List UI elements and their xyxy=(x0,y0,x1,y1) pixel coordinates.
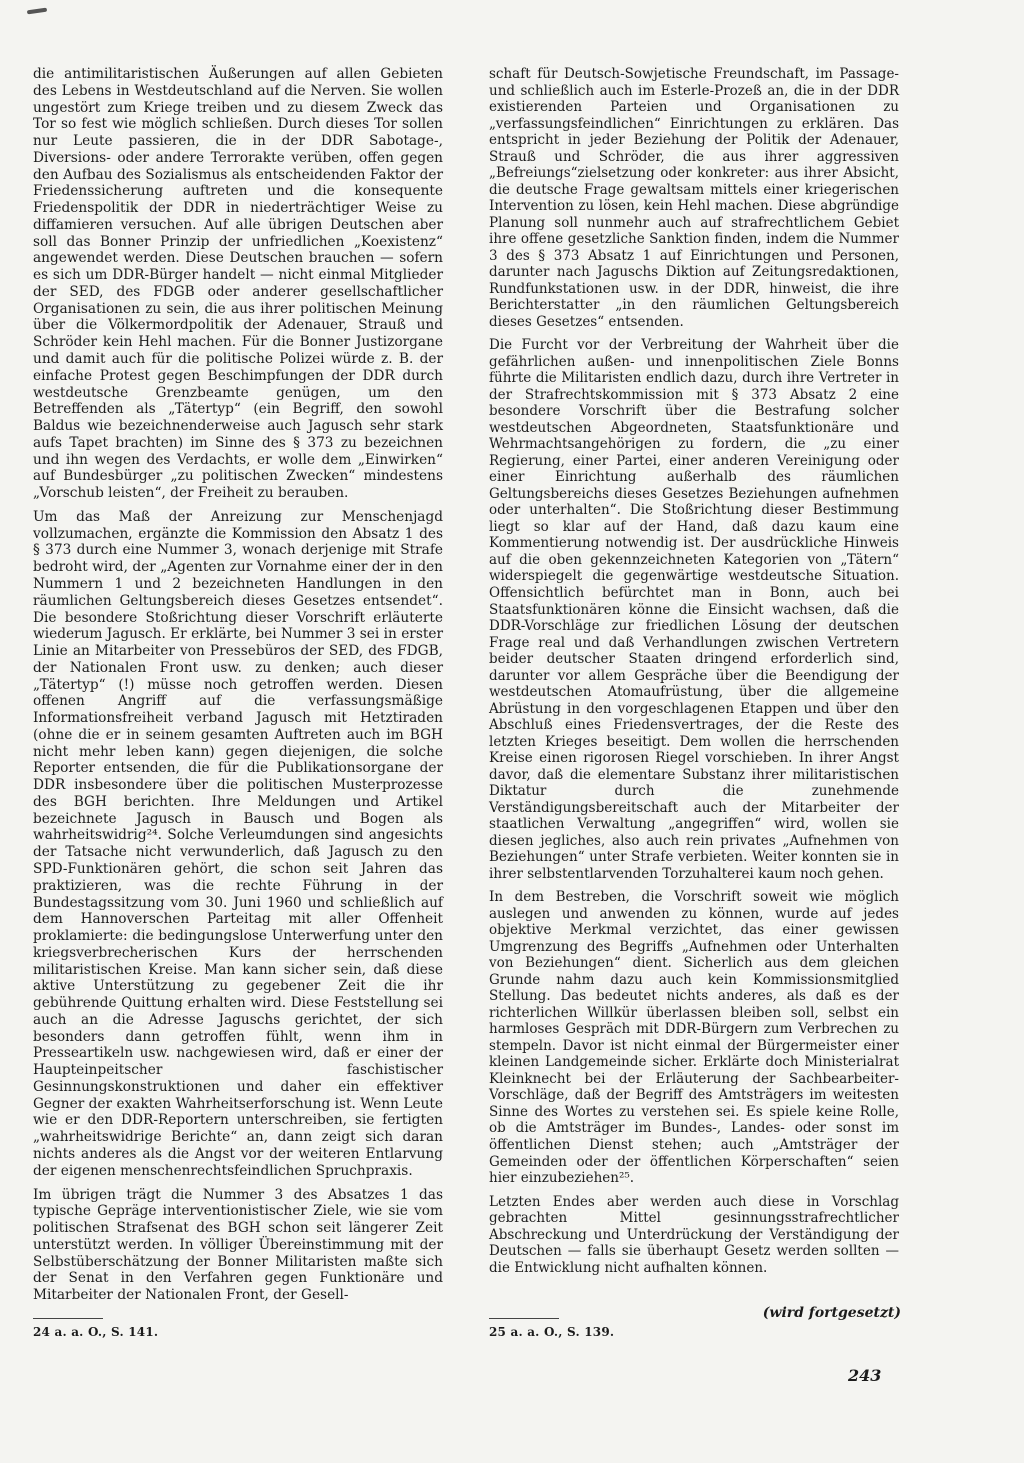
right-paragraph-2: Die Furcht vor der Verbreitung der Wahrheit über die gefährlichen außen- und innenpolitischen Ziele Bonns führte die Militaristen endlich dazu, durch ihre Vertreter in der Strafrechtskommission mit § 373 Absatz 2 eine besondere Vorschrift über die Bestrafung solcher westdeutschen Abgeordneten, Staatsfunktionäre und Wehrmachtsangehörigen zu fordern, die „zu einer Regierung, einer Partei, einer anderen Vereinigung oder einer Einrichtung außerhalb des räumlichen Geltungsbereichs dieses Gesetzes Beziehungen aufnehmen oder unterhalten“. Die Stoßrichtung dieser Bestimmung liegt so klar auf der Hand, daß dazu kaum eine Kommentierung notwendig ist. Der ausdrückliche Hinweis auf die oben gekennzeichneten Kategorien von „Tätern“ widerspiegelt die gegenwärtige westdeutsche Situation. Offensichtlich befürchtet man in Bonn, auch bei Staatsfunktionären könne die Einsicht wachsen, daß die DDR-Vorschläge zur friedlichen Lösung der deutschen Frage real und daß Verhandlungen zwischen Vertretern beider deutscher Staaten dringend erforderlich sind, darunter vor allem Gespräche über die Beendigung der westdeutschen Atomaufrüstung, über die allgemeine Abrüstung in den vorgeschlagenen Etappen und über den Abschluß eines Friedensvertrages, der die Reste des letzten Krieges beseitigt. Dem wollen die herrschenden Kreise einen rigorosen Riegel vorschieben. In ihrer Angst davor, daß die elementare Substanz ihrer militaristischen Diktatur durch die zunehmende Verständigungsbereitschaft auch der Mitarbeiter der staatlichen Verwaltung „angegriffen“ wird, wollen sie diesen jegliches, also auch rein privates „Aufnehmen von Beziehungen“ unter Strafe verbieten. Weiter konnten sie in ihrer selbstentlarvenden Torzuhalterei kaum noch gehen. xyxy=(489,337,899,882)
right-paragraph-3: In dem Bestreben, die Vorschrift soweit wie möglich auslegen und anwenden zu können, wurde auf jedes objektive Merkmal verzichtet, das einer gewissen Umgrenzung des Begriffs „Aufnehmen oder Unterhalten von Beziehungen“ dient. Sicherlich aus dem gleichen Grunde nahm dazu auch kein Kommissionsmitglied Stellung. Das bedeutet nichts anderes, als daß es der richterlichen Willkür überlassen bleiben soll, selbst ein harmloses Gespräch mit DDR-Bürgern zum Verbrechen zu stempeln. Davor ist nicht einmal der Bürgermeister einer kleinen Landgemeinde sicher. Erklärte doch Ministerialrat Kleinknecht bei der Erläuterung der Sachbearbeiter-Vorschläge, daß der Begriff des Amtsträgers im weitesten Sinne des Wortes zu verstehen sei. Es spiele keine Rolle, ob die Amtsträger im Bundes-, Landes- oder sonst im öffentlichen Dienst stehen; auch „Amtsträger der Gemeinden oder der öffentlichen Körperschaften“ seien hier einzubeziehen²⁵. xyxy=(489,889,899,1187)
left-paragraph-2: Um das Maß der Anreizung zur Menschenjagd vollzumachen, ergänzte die Kommission den Absatz 1 des § 373 durch eine Nummer 3, wonach derjenige mit Strafe bedroht wird, der „Agenten zur Vornahme einer der in den Nummern 1 und 2 bezeichneten Handlungen in den räumlichen Geltungsbereich dieses Gesetzes entsendet“. Die besondere Stoßrichtung dieser Vorschrift erläuterte wiederum Jagusch. Er erklärte, bei Nummer 3 sei in erster Linie an Mitarbeiter von Pressebüros der SED, des FDGB, der Nationalen Front usw. zu denken; auch dieser „Tätertyp“ (!) müsse noch getroffen werden. Diesen offenen Angriff auf die verfassungsmäßige Informationsfreiheit verband Jagusch mit Hetztiraden (ohne die er in seinem gesamten Auftreten auch im BGH nicht mehr leben kann) gegen diejenigen, die solche Reporter entsenden, die für die Publikationsorgane der DDR insbesondere über die politischen Musterprozesse des BGH berichten. Ihre Meldungen und Artikel bezeichnete Jagusch in Bausch und Bogen als wahrheitswidrig²⁴. Solche Verleumdungen sind angesichts der Tatsache nicht verwunderlich, daß Jagusch zu den SPD-Funktionären gehört, die schon seit Jahren das praktizieren, was die rechte Führung in der Bundestagssitzung vom 30. Juni 1960 und schließlich auf dem Hannoverschen Parteitag mit aller Offenheit proklamierte: die bedingungslose Unterwerfung unter den kriegsverbrecherischen Kurs der herrschenden militaristischen Kreise. Man kann sicher sein, daß diese aktive Unterstützung zu gegebener Zeit die ihr gebührende Quittung erhalten wird. Diese Feststellung sei auch an die Adresse Jaguschs gerichtet, der sich besonders dann getroffen fühlt, wenn ihm in Presseartikeln usw. nachgewiesen wird, daß er einer der Haupteinpeitscher faschistischer Gesinnungskonstruktionen und daher ein effektiver Gegner der exakten Wahrheitserforschung ist. Wenn Leute wie er den DDR-Reportern unterschreiben, sie fertigten „wahrheitswidrige Berichte“ an, dann zeigt sich daran nichts anderes als die Angst vor der weiteren Entlarvung der eigenen menschenrechtsfeindlichen Spruchpraxis. xyxy=(33,508,443,1179)
left-paragraph-1: die antimilitaristischen Äußerungen auf allen Gebieten des Lebens in Westdeutschland auf die Nerven. Sie wollen ungestört zum Kriege treiben und zu diesem Zweck das Tor so fest wie möglich schließen. Durch dieses Tor sollen nur Leute passieren, die in der DDR Sabotage-, Diversions- oder andere Terrorakte verüben, offen gegen den Aufbau des Sozialismus als entscheidenden Faktor der Friedenssicherung auftreten und die konsequente Friedenspolitik der DDR in niederträchtiger Weise zu diffamieren versuchen. Auf alle übrigen Deutschen aber soll das Bonner Prinzip der unfriedlichen „Koexistenz“ angewendet werden. Diese Deutschen brauchen — sofern es sich um DDR-Bürger handelt — nicht einmal Mitglieder der SED, des FDGB oder anderer gesellschaftlicher Organisationen zu sein, die aus ihrer politischen Meinung über die Völkermordpolitik der Adenauer, Strauß und Schröder kein Hehl machen. Für die Bonner Justizorgane und damit auch für die politische Polizei würde z. B. der einfache Protest gegen Beschimpfungen der DDR durch westdeutsche Grenzbeamte genügen, um den Betreffenden als „Tätertyp“ (ein Begriff, den sowohl Baldus wie bezeichnenderweise auch Jagusch sehr stark aufs Tapet brachten) im Sinne des § 373 zu bezeichnen und ihn wegen des Verdachts, er wolle dem „Einwirken“ auf Bundesbürger „zu politischen Zwecken“ mindestens „Vorschub leisten“, der Freiheit zu berauben. xyxy=(33,66,443,502)
right-footnote: 25 a. a. O., S. 139. xyxy=(489,1325,615,1339)
scan-mark xyxy=(27,8,47,15)
page-number: 243 xyxy=(848,1366,882,1385)
left-column xyxy=(33,66,443,1311)
left-footnote: 24 a. a. O., S. 141. xyxy=(33,1325,159,1339)
continuation-note: (wird fortgesetzt) xyxy=(762,1305,901,1321)
right-paragraph-4: Letzten Endes aber werden auch diese in Vorschlag gebrachten Mittel gesinnungsstrafrechtlicher Abschreckung und Unterdrückung der Verständigung der Deutschen — falls sie überhaupt Gesetz werden sollten — die Entwicklung nicht aufhalten können. xyxy=(489,1193,899,1276)
left-paragraph-3: Im übrigen trägt die Nummer 3 des Absatzes 1 das typische Gepräge interventionistischer Ziele, wie sie vom politischen Strafsenat des BGH schon seit längerer Zeit unterstützt werden. In völliger Übereinstimmung mit der Selbstüberschätzung der Bonner Militaristen maßte sich der Senat in den Verfahren gegen Funktionäre und Mitarbeiter der Nationalen Front, der Gesell- xyxy=(33,1186,443,1304)
left-footnote-rule xyxy=(33,1318,103,1319)
right-column xyxy=(489,66,899,1283)
right-paragraph-1: schaft für Deutsch-Sowjetische Freundschaft, im Passage- und schließlich auch im Esterle-Prozeß an, die in der DDR existierenden Parteien und Organisationen zu „verfassungsfeindlichen“ Einrichtungen zu erklären. Das entspricht in jeder Beziehung der Politik der Adenauer, Strauß und Schröder, die aus ihrer aggressiven „Befreiungs“zielsetzung oder konkreter: aus ihrer Absicht, die deutsche Frage gewaltsam mittels einer kriegerischen Intervention zu lösen, kein Hehl machen. Diese abgründige Planung soll nunmehr auch auf strafrechtlichem Gebiet ihre offene gesetzliche Sanktion finden, indem die Nummer 3 des § 373 Absatz 1 auf Einrichtungen und Personen, darunter nach Jaguschs Diktion auf Zeitungsredaktionen, Rundfunkstationen usw. in der DDR, hinweist, die ihre Berichterstatter „in den räumlichen Geltungsbereich dieses Gesetzes“ entsenden. xyxy=(489,66,899,330)
right-footnote-rule xyxy=(489,1318,559,1319)
